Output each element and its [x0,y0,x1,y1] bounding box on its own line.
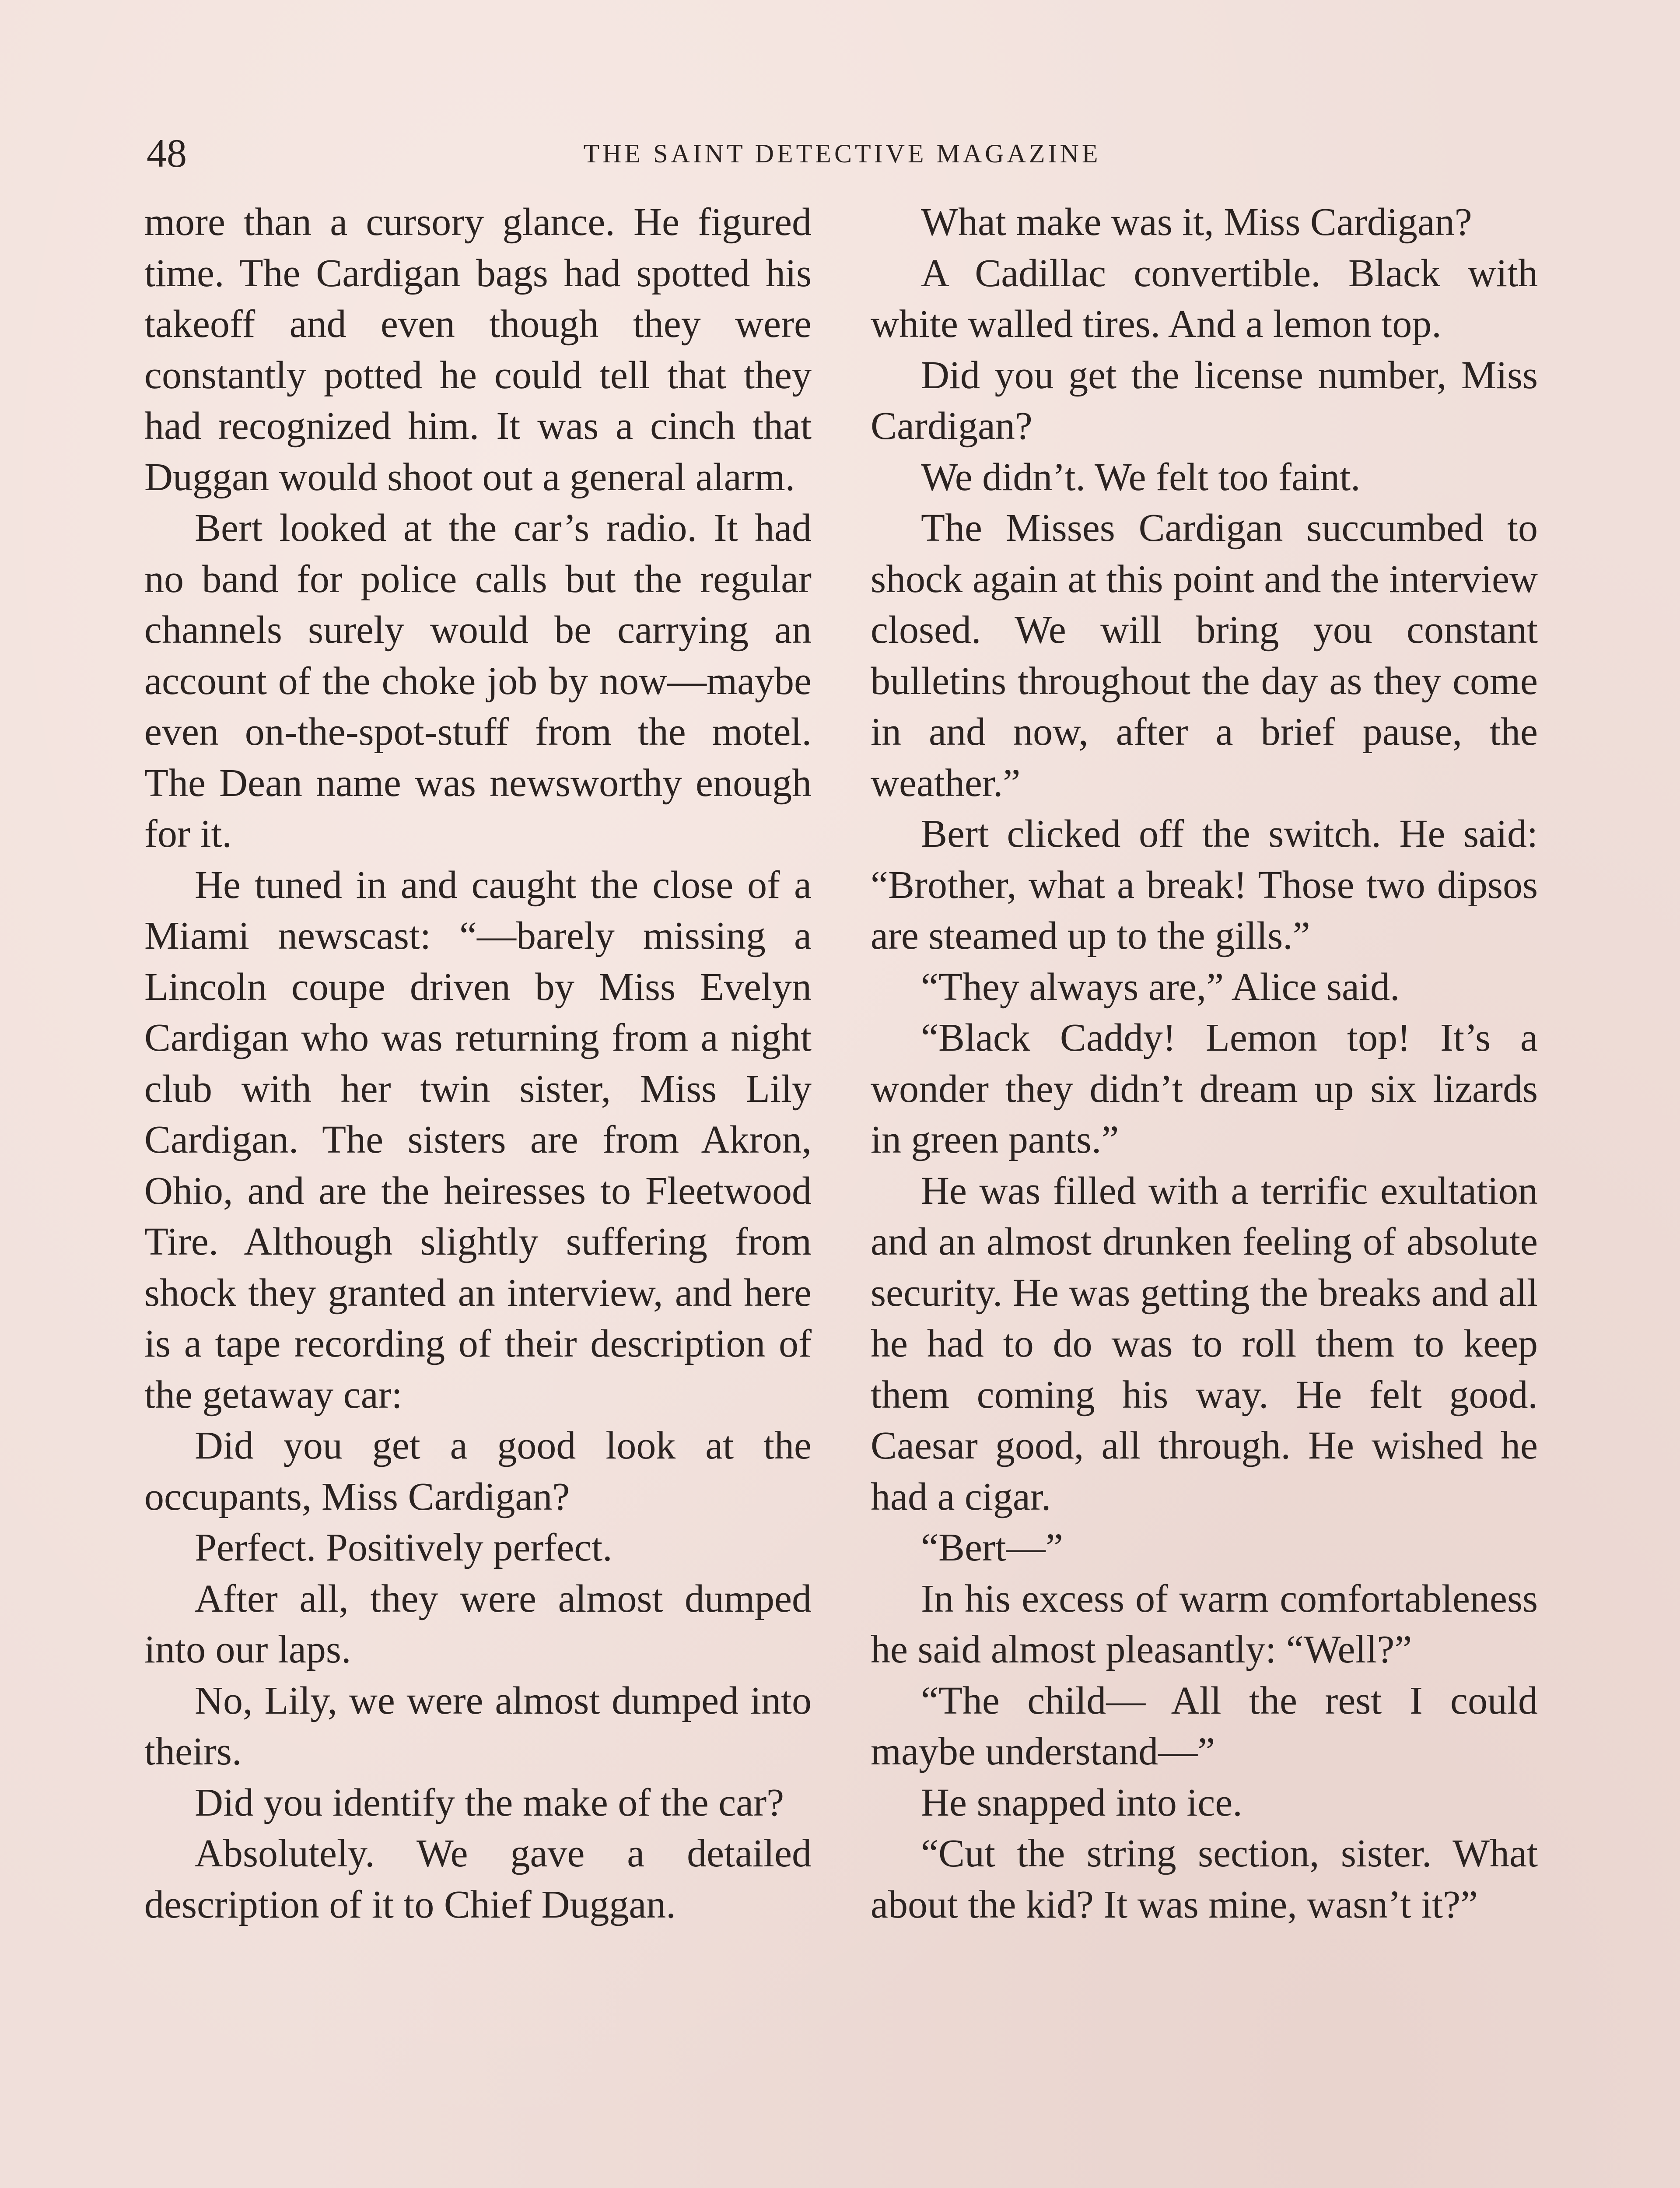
paragraph: After all, they were almost dumped into our laps. [144,1577,812,1671]
paragraph: What make was it, Miss Cardigan? [921,200,1472,244]
paragraph: Did you get a good look at the occupants, Miss Cardigan? [144,1424,812,1518]
page-number: 48 [147,131,187,175]
left-column [144,197,812,1930]
paragraph: “They always are,” Alice said. [921,965,1400,1009]
right-column [871,197,1538,1930]
paragraph: He tuned in and caught the close of a Miami newscast: “—barely missing a Lincoln coupe driven by Miss Evelyn Cardigan who was returning from a night club with her twin sister, Miss Lily Cardigan. The sisters are from Akron, Ohio, and are the heiresses to Fleetwood Tire. Although slightly suffering from shock they granted an interview, and here is a tape recording of their description of the getaway car: [144,863,812,1417]
paragraph: “Bert—” [921,1526,1063,1569]
paragraph: Bert looked at the car’s radio. It had no band for police calls but the regular channels surely would be carrying an account of the choke job by now—maybe even on-the-spot-stuff from the motel. The Dean name was newsworthy enough for it. [144,506,812,856]
paragraph: “The child— All the rest I could maybe understand—” [871,1679,1538,1773]
paragraph: The Misses Cardigan succumbed to shock again at this point and the interview closed. We will bring you constant bulletins throughout the day as they come in and now, after a brief pause, the weather.” [871,506,1538,805]
paragraph: No, Lily, we were almost dumped into theirs. [144,1679,812,1773]
running-title: THE SAINT DETECTIVE MAGAZINE [583,139,1101,168]
paragraph: “Black Caddy! Lemon top! It’s a wonder they didn’t dream up six lizards in green pants.” [871,1016,1538,1161]
paragraph: “Cut the string section, sister. What about the kid? It was mine, wasn’t it?” [871,1832,1538,1926]
paragraph: He snapped into ice. [921,1781,1242,1824]
paragraph: more than a cursory glance. He figured time. The Cardigan bags had spotted his takeoff and even though they were constantly potted he could tell that they had recognized him. It was a cinch that Duggan would shoot out a general alarm. [144,200,812,499]
paragraph: Bert clicked off the switch. He said: “Brother, what a break! Those two dipsos are steamed up to the gills.” [871,812,1538,957]
paragraph: We didn’t. We felt too faint. [921,455,1361,499]
paragraph: In his excess of warm comfortableness he said almost pleasantly: “Well?” [871,1577,1538,1671]
page-header [147,127,1538,179]
paragraph: A Cadillac convertible. Black with white walled tires. And a lemon top. [871,251,1538,346]
paragraph: Did you identify the make of the car? [195,1781,784,1824]
paragraph: He was filled with a terrific exultation and an almost drunken feeling of absolute security. He was getting the breaks and all he had to do was to roll them to keep them coming his way. He felt good. Caesar good, all through. He wished he had a cigar. [871,1169,1538,1518]
paragraph: Perfect. Positively perfect. [195,1526,612,1569]
paragraph: Absolutely. We gave a detailed description of it to Chief Duggan. [144,1832,812,1926]
paragraph: Did you get the license number, Miss Cardigan? [871,353,1538,448]
